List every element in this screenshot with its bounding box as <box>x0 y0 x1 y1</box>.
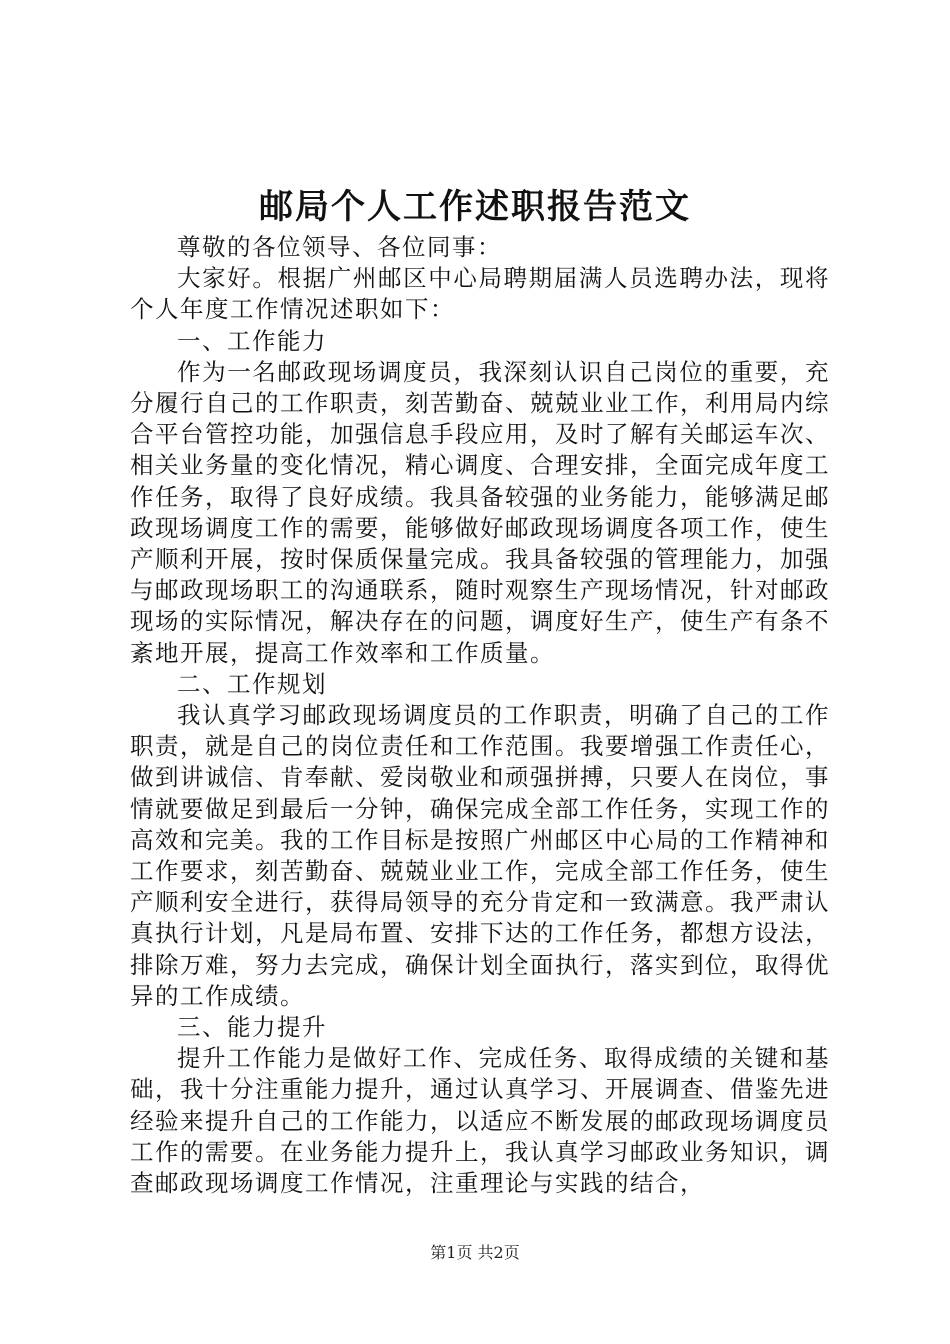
ability-improvement-paragraph: 提升工作能力是做好工作、完成任务、取得成绩的关键和基础，我十分注重能力提升，通过认真学习、开展调查、借鉴先进经验来提升自己的工作能力，以适应不断发展的邮政现场调度员工作的需要。在业务能力提升上，我认真学习邮政业务知识，调查邮政现场调度工作情况，注重理论与实践的结合， <box>130 1044 830 1198</box>
salutation: 尊敬的各位领导、各位同事： <box>177 233 502 261</box>
document-title: 邮局个人工作述职报告范文 <box>259 187 691 227</box>
section-heading-work-plan: 二、工作规划 <box>177 669 327 698</box>
work-plan-paragraph: 我认真学习邮政现场调度员的工作职责，明确了自己的工作职责，就是自己的岗位责任和工作范围。我要增强工作责任心，做到讲诚信、肯奉献、爱岗敬业和顽强拼搏，只要人在岗位，事情就要做足到最后一分钟，确保完成全部工作任务，实现工作的高效和完美。我的工作目标是按照广州邮区中心局的工作精神和工作要求，刻苦勤奋、兢兢业业工作，完成全部工作任务，使生产顺利安全进行，获得局领导的充分肯定和一致满意。我严肃认真执行计划，凡是局布置、安排下达的工作任务，都想方设法，排除万难，努力去完成，确保计划全面执行，落实到位，取得优异的工作成绩。 <box>130 701 830 1010</box>
intro-paragraph: 大家好。根据广州邮区中心局聘期届满人员选聘办法，现将个人年度工作情况述职如下： <box>130 264 830 324</box>
section-heading-work-ability: 一、工作能力 <box>177 326 327 355</box>
section-heading-ability-improvement: 三、能力提升 <box>177 1013 327 1042</box>
document-body <box>130 232 830 1199</box>
page-number-footer: 第1页 共2页 <box>430 1243 520 1262</box>
work-ability-paragraph: 作为一名邮政现场调度员，我深刻认识自己岗位的重要，充分履行自己的工作职责，刻苦勤奋、兢兢业业工作，利用局内综合平台管控功能，加强信息手段应用，及时了解有关邮运车次、相关业务量的变化情况，精心调度、合理安排，全面完成年度工作任务，取得了良好成绩。我具备较强的业务能力，能够满足邮政现场调度工作的需要，能够做好邮政现场调度各项工作，使生产顺利开展，按时保质保量完成。我具备较强的管理能力，加强与邮政现场职工的沟通联系，随时观察生产现场情况，针对邮政现场的实际情况，解决存在的问题，调度好生产，使生产有条不紊地开展，提高工作效率和工作质量。 <box>130 357 830 667</box>
